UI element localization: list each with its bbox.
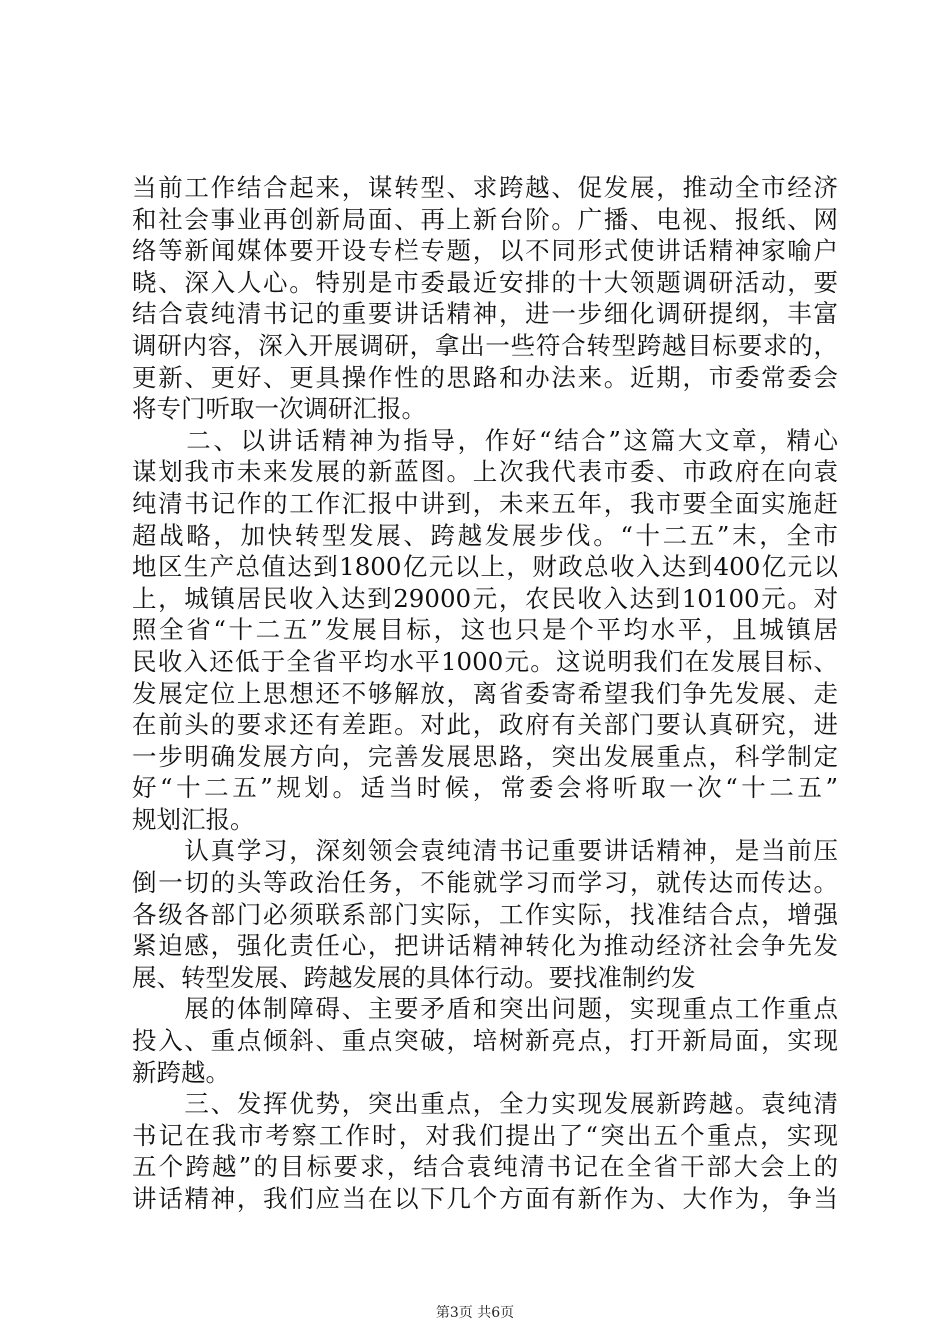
text-line: 好“十二五”规划。适当时候，常委会将听取一次“十二五”: [132, 773, 838, 803]
text-line: 认真学习，深刻领会袁纯清书记重要讲话精神，是当前压: [132, 836, 838, 866]
text-line: 晓、深入人心。特别是市委最近安排的十大领题调研活动，要: [132, 267, 838, 297]
text-line: 超战略，加快转型发展、跨越发展步伐。“十二五”末，全市: [132, 520, 838, 550]
text-line: 民收入还低于全省平均水平1000元。这说明我们在发展目标、: [132, 646, 838, 676]
text-line: 发展定位上思想还不够解放，离省委寄希望我们争先发展、走: [132, 678, 838, 708]
text-line: 新跨越。: [132, 1057, 230, 1087]
text-line: 书记在我市考察工作时，对我们提出了“突出五个重点，实现: [132, 1120, 838, 1150]
text-line: 络等新闻媒体要开设专栏专题，以不同形式使讲话精神家喻户: [132, 236, 838, 266]
text-line: 规划汇报。: [132, 804, 255, 834]
text-line: 一步明确发展方向，完善发展思路，突出发展重点，科学制定: [132, 741, 838, 771]
text-line: 各级各部门必须联系部门实际，工作实际，找准结合点，增强: [132, 899, 838, 929]
text-line: 将专门听取一次调研汇报。: [132, 394, 426, 424]
text-line: 地区生产总值达到1800亿元以上，财政总收入达到400亿元以: [132, 552, 838, 582]
text-line: 三、发挥优势，突出重点，全力实现发展新跨越。袁纯清: [132, 1089, 838, 1119]
text-line: 谋划我市未来发展的新蓝图。上次我代表市委、市政府在向袁: [132, 457, 838, 487]
text-line: 五个跨越”的目标要求，结合袁纯清书记在全省干部大会上的: [132, 1152, 838, 1182]
text-line: 在前头的要求还有差距。对此，政府有关部门要认真研究，进: [132, 710, 838, 740]
text-line: 讲话精神，我们应当在以下几个方面有新作为、大作为，争当: [132, 1184, 838, 1213]
text-line: 展的体制障碍、主要矛盾和突出问题，实现重点工作重点: [132, 994, 838, 1024]
text-line: 和社会事业再创新局面、再上新台阶。广播、电视、报纸、网: [132, 204, 838, 234]
text-line: 展、转型发展、跨越发展的具体行动。要找准制约发: [132, 962, 696, 992]
text-line: 紧迫感，强化责任心，把讲话精神转化为推动经济社会争先发: [132, 931, 838, 961]
text-line: 投入、重点倾斜、重点突破，培树新亮点，打开新局面，实现: [132, 1026, 838, 1056]
text-line: 照全省“十二五”发展目标，这也只是个平均水平，且城镇居: [132, 615, 838, 645]
document-body: [132, 172, 838, 1215]
text-line: 当前工作结合起来，谋转型、求跨越、促发展，推动全市经济: [132, 173, 838, 202]
text-line: 二、以讲话精神为指导，作好“结合”这篇大文章，精心: [132, 425, 838, 455]
text-line: 结合袁纯清书记的重要讲话精神，进一步细化调研提纲，丰富: [132, 299, 838, 329]
text-line: 倒一切的头等政治任务，不能就学习而学习，就传达而传达。: [132, 868, 838, 898]
text-line: 上，城镇居民收入达到29000元，农民收入达到10100元。对: [132, 583, 838, 613]
text-line: 调研内容，深入开展调研，拿出一些符合转型跨越目标要求的，: [132, 330, 838, 360]
page-footer: 第3页 共6页: [435, 1305, 515, 1321]
text-line: 纯清书记作的工作汇报中讲到，未来五年，我市要全面实施赶: [132, 488, 838, 518]
text-line: 更新、更好、更具操作性的思路和办法来。近期，市委常委会: [132, 362, 838, 392]
